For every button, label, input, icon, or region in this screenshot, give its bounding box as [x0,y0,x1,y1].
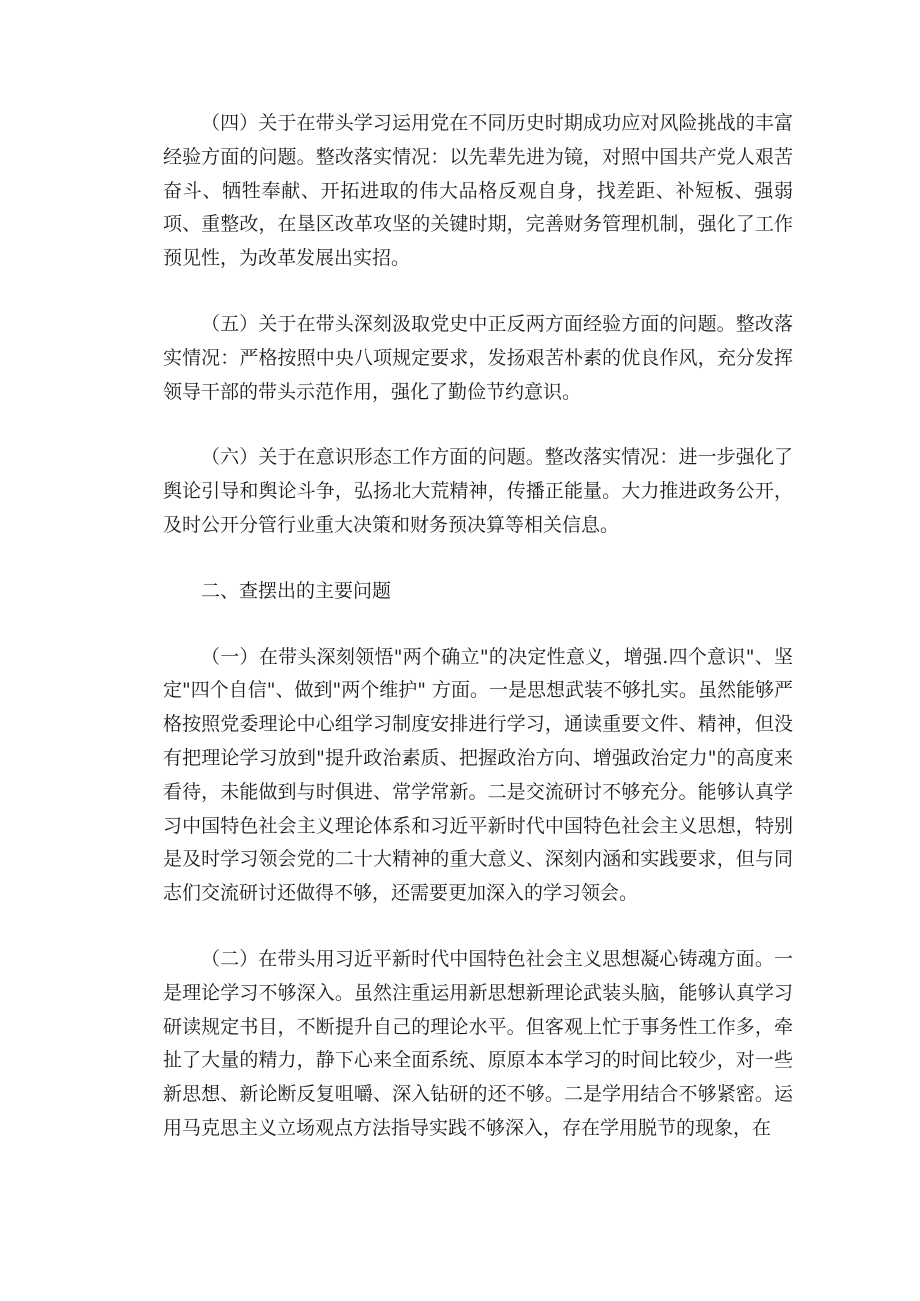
section-heading: 二、查摆出的主要问题 [201,579,392,602]
paragraph-4: （四）关于在带头学习运用党在不同历史时期成功应对风险挑战的丰富经验方面的问题。整改落实情况：以先辈先进为镜，对照中国共产党人艰苦奋斗、牺牲奉献、开拓进取的伟大品格反观自身，找差距、补短板、强弱项、重整改，在垦区改革攻坚的关键时期，完善财务管理机制，强化了工作预见性，为改革发展出实招。 [163,112,793,270]
section-paragraph-2: （二）在带头用习近平新时代中国特色社会主义思想凝心铸魂方面。一是理论学习不够深入。虽然注重运用新思想新理论武装头脑，能够认真学习研读规定书目，不断提升自己的理论水平。但客观上忙于事务性工作多，牵扯了大量的精力，静下心来全面系统、原原本本学习的时间比较少，对一些新思想、新论断反复咀嚼、深入钻研的还不够。二是学用结合不够紧密。运用马克思主义立场观点方法指导实践不够深入，存在学用脱节的现象，在 [163,947,793,1139]
paragraph-5: （五）关于在带头深刻汲取党史中正反两方面经验方面的问题。整改落实情况：严格按照中央八项规定要求，发扬艰苦朴素的优良作风，充分发挥领导干部的带头示范作用，强化了勤俭节约意识。 [163,312,793,403]
section-paragraph-1: （一）在带头深刻领悟"两个确立"的决定性意义，增强.四个意识"、坚定"四个自信"、做到"两个维护" 方面。一是思想武装不够扎实。虽然能够严格按照党委理论中心组学习制度安排进行学习，通读重要文件、精神，但没有把理论学习放到"提升政治素质、把握政治方向、增强政治定力"的高度来看待，未能做到与时俱进、常学常新。二是交流研讨不够充分。能够认真学习中国特色社会主义理论体系和习近平新时代中国特色社会主义思想，特别是及时学习领会党的二十大精神的重大意义、深刻内涵和实践要求，但与同志们交流研讨还做得不够，还需要更加深入的学习领会。 [163,645,793,905]
document-body [163,107,793,1178]
paragraph-6: （六）关于在意识形态工作方面的问题。整改落实情况：进一步强化了舆论引导和舆论斗争，弘扬北大荒精神，传播正能量。大力推进政务公开，及时公开分管行业重大决策和财务预决算等相关信息。 [163,446,793,536]
